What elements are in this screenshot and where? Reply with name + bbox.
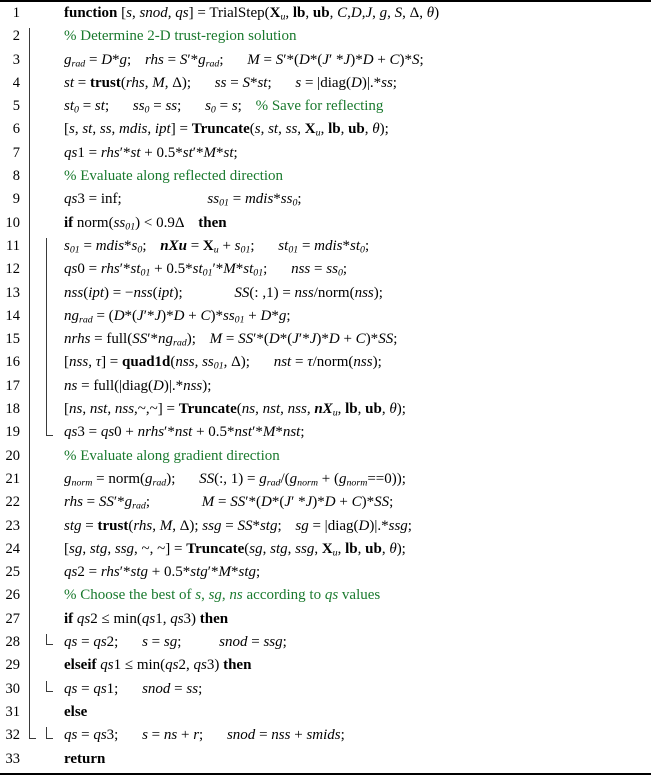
line-number: 32 [5, 727, 20, 744]
line-number: 22 [5, 494, 20, 511]
indent-rule-2 [43, 328, 60, 351]
indent-rule-2 [43, 608, 60, 631]
algorithm-lines [0, 2, 651, 771]
indent-rule-1 [26, 421, 43, 444]
algorithm-line [0, 212, 651, 235]
code-text: elseif qs1 ≤ min(qs2, qs3) then [64, 657, 252, 674]
indent-rule-2 [43, 258, 60, 281]
indent-rule-1 [26, 654, 43, 677]
line-number: 25 [5, 564, 20, 581]
code-text: st = trust(rhs, M, Δ); ss = S*st; s = |diag(D)|.*ss; [64, 74, 397, 91]
indent-rule-2 [43, 631, 60, 654]
code-text: % Determine 2-D trust-region solution [64, 28, 297, 45]
line-number: 33 [5, 750, 20, 767]
code-text: else [64, 703, 88, 720]
indent-rule-2 [43, 468, 60, 491]
indent-rules [26, 608, 60, 631]
line-number: 2 [12, 28, 20, 45]
indent-rule-1 [26, 748, 43, 771]
indent-rule-2 [43, 305, 60, 328]
algorithm-line [0, 701, 651, 724]
indent-rule-1 [26, 445, 43, 468]
code-text: $st_0$ = st; $ss_0$ = ss; $s_0 = s$; % Save for reflecting [64, 98, 384, 116]
algorithm-line [0, 445, 651, 468]
line-number: 3 [12, 51, 20, 68]
indent-rules [26, 142, 60, 165]
indent-rule-1 [26, 375, 43, 398]
indent-rule-1 [26, 515, 43, 538]
indent-rule-2 [43, 398, 60, 421]
line-number: 6 [12, 121, 20, 138]
line-number: 19 [5, 424, 20, 441]
indent-rule-2 [43, 72, 60, 95]
indent-rule-1 [26, 538, 43, 561]
algorithm-line [0, 2, 651, 25]
indent-rules [26, 95, 60, 118]
line-number: 26 [5, 587, 20, 604]
algorithm-line [0, 258, 651, 281]
indent-rule-2 [43, 724, 60, 747]
indent-rules [26, 584, 60, 607]
indent-rule-1 [26, 118, 43, 141]
indent-rule-2 [43, 188, 60, 211]
code-text: ns = full(|diag(D)|.*nss); [64, 377, 212, 394]
algorithm-line [0, 515, 651, 538]
indent-rule-1 [26, 491, 43, 514]
indent-rules [26, 2, 60, 25]
algorithm-line [0, 398, 651, 421]
line-number: 16 [5, 354, 20, 371]
algorithm-line [0, 375, 651, 398]
code-text: [s, st, ss, mdis, ipt] = Truncate(s, st, ss, $X_u$, lb, ub, θ); [64, 121, 389, 139]
code-text: $s_{01}$ = $mdis*s_0$; nXu = $X_u + s_{01}$; $st_{01}$ = $mdis*st_0$; [64, 237, 370, 256]
code-text: nrhs = $full(SS'*ng_{rad})$; M = SS′*(D*(J′*J)*D + C)*SS; [64, 331, 398, 349]
indent-rule-2 [43, 445, 60, 468]
indent-rules [26, 515, 60, 538]
indent-rules [26, 118, 60, 141]
indent-rule-2 [43, 95, 60, 118]
indent-rules [26, 678, 60, 701]
indent-rule-2 [43, 235, 60, 258]
indent-rule-1 [26, 631, 43, 654]
code-text: rhs = $SS'*g_{rad}$; M = SS′*(D*(J′ *J)*D + C)*SS; [64, 494, 394, 512]
indent-rule-1 [26, 188, 43, 211]
algorithm-line [0, 72, 651, 95]
algorithm-line [0, 421, 651, 444]
line-number: 9 [12, 191, 20, 208]
line-number: 30 [5, 680, 20, 697]
code-text: qs = qs3; s = ns + r; snod = nss + smids; [64, 727, 345, 744]
indent-rules [26, 468, 60, 491]
algorithm-line [0, 118, 651, 141]
indent-rule-2 [43, 375, 60, 398]
indent-rules [26, 561, 60, 584]
indent-rule-1 [26, 351, 43, 374]
line-number: 8 [12, 168, 20, 185]
algorithm-line [0, 142, 651, 165]
line-number: 14 [5, 307, 20, 324]
line-number: 4 [12, 74, 20, 91]
code-text: qs3 = inf; $ss_{01}$ = $mdis*ss_0$; [64, 191, 302, 209]
algorithm-line [0, 49, 651, 72]
line-number: 31 [5, 703, 20, 720]
indent-rule-1 [26, 305, 43, 328]
indent-rule-1 [26, 165, 43, 188]
indent-rule-1 [26, 678, 43, 701]
code-text: qs = qs2; s = sg; snod = ssg; [64, 634, 287, 651]
code-text: nss(ipt) = −nss(ipt); SS(: ,1) = nss/norm(nss); [64, 284, 383, 301]
indent-rules [26, 305, 60, 328]
algorithm-line [0, 95, 651, 118]
line-number: 15 [5, 331, 20, 348]
indent-rule-1 [26, 282, 43, 305]
indent-rule-1 [26, 25, 43, 48]
algorithm-line [0, 351, 651, 374]
algorithm-line [0, 584, 651, 607]
algorithm-line [0, 188, 651, 211]
code-text: $g_{rad} = D*g$; rhs = $S'*g_{rad}$; M = S′*(D*(J′ *J)*D + C)*S; [64, 51, 424, 70]
algorithm-line [0, 491, 651, 514]
line-number: 24 [5, 540, 20, 557]
indent-rules [26, 282, 60, 305]
algorithm-line [0, 608, 651, 631]
code-text: if qs2 ≤ min(qs1, qs3) then [64, 610, 229, 627]
indent-rules [26, 72, 60, 95]
indent-rule-1 [26, 608, 43, 631]
indent-rule-1 [26, 72, 43, 95]
indent-rules [26, 235, 60, 258]
algorithm-line [0, 468, 651, 491]
code-text: [sg, stg, ssg, ~, ~] = Truncate(sg, stg, ssg, $X_u$, lb, ub, θ); [64, 540, 406, 559]
algorithm-line [0, 561, 651, 584]
indent-rule-2 [43, 515, 60, 538]
indent-rule-1 [26, 701, 43, 724]
line-number: 1 [12, 5, 20, 21]
code-text: qs = qs1; snod = ss; [64, 680, 203, 697]
indent-rule-1 [26, 468, 43, 491]
indent-rules [26, 538, 60, 561]
indent-rules [26, 398, 60, 421]
line-number: 5 [12, 98, 20, 115]
indent-rule-2 [43, 701, 60, 724]
indent-rule-2 [43, 118, 60, 141]
indent-rule-2 [43, 584, 60, 607]
code-text: qs2 = rhs′*stg + 0.5*stg′*M*stg; [64, 564, 261, 581]
indent-rules [26, 748, 60, 771]
algorithm-line [0, 328, 651, 351]
indent-rule-2 [43, 678, 60, 701]
algorithm-line [0, 235, 651, 258]
indent-rules [26, 445, 60, 468]
algorithm-line [0, 748, 651, 771]
indent-rule-1 [26, 398, 43, 421]
indent-rule-2 [43, 165, 60, 188]
code-text: if $norm(ss_{01}) < 0.9\Delta$ then [64, 214, 227, 233]
indent-rule-1 [26, 328, 43, 351]
indent-rule-2 [43, 351, 60, 374]
indent-rule-1 [26, 2, 43, 25]
indent-rules [26, 701, 60, 724]
indent-rules [26, 258, 60, 281]
code-text: qs3 = qs0 + nrhs′*nst + 0.5*nst′*M*nst; [64, 424, 305, 441]
line-number: 11 [6, 237, 20, 254]
indent-rule-1 [26, 724, 43, 747]
line-number: 20 [5, 447, 20, 464]
line-number: 18 [5, 401, 20, 418]
indent-rule-1 [26, 212, 43, 235]
indent-rule-2 [43, 561, 60, 584]
indent-rules [26, 631, 60, 654]
algorithm-line [0, 654, 651, 677]
algorithm-line [0, 165, 651, 188]
algorithm-line [0, 724, 651, 747]
line-number: 28 [5, 634, 20, 651]
code-text: % Choose the best of s, sg, ns according to qs values [64, 587, 381, 604]
indent-rules [26, 328, 60, 351]
indent-rules [26, 421, 60, 444]
line-number: 29 [5, 657, 20, 674]
algorithm-line [0, 538, 651, 561]
indent-rule-1 [26, 95, 43, 118]
line-number: 10 [5, 214, 20, 231]
indent-rules [26, 188, 60, 211]
code-text: return [64, 750, 106, 767]
code-text: qs1 = rhs′*st + 0.5*st′*M*st; [64, 144, 238, 161]
code-text: [ns, nst, nss,~,~] = Truncate(ns, nst, nss, $nX_u$, lb, ub, θ); [64, 401, 406, 419]
indent-rule-2 [43, 282, 60, 305]
indent-rule-1 [26, 49, 43, 72]
indent-rule-1 [26, 142, 43, 165]
indent-rule-2 [43, 748, 60, 771]
indent-rules [26, 654, 60, 677]
line-number: 12 [5, 261, 20, 278]
indent-rule-2 [43, 421, 60, 444]
indent-rules [26, 375, 60, 398]
indent-rules [26, 165, 60, 188]
indent-rules [26, 491, 60, 514]
indent-rules [26, 212, 60, 235]
indent-rules [26, 724, 60, 747]
indent-rules [26, 351, 60, 374]
line-number: 17 [5, 377, 20, 394]
indent-rule-2 [43, 25, 60, 48]
code-text: stg = trust(rhs, M, Δ); ssg = SS*stg; sg = |diag(D)|.*ssg; [64, 517, 412, 534]
code-text: $qs0 = rhs'*st_{01} + 0.5*st_{01}'*M*st_{01}$; nss = $ss_0$; [64, 261, 348, 279]
code-text: [nss, τ] = quad1d(nss, $ss_{01}$, Δ); nst = τ/norm(nss); [64, 354, 382, 372]
indent-rules [26, 49, 60, 72]
algorithm-line [0, 678, 651, 701]
indent-rule-1 [26, 235, 43, 258]
line-number: 23 [5, 517, 20, 534]
indent-rule-2 [43, 2, 60, 25]
indent-rules [26, 25, 60, 48]
code-text: % Evaluate along gradient direction [64, 447, 280, 464]
code-text: $ng_{rad} = (D*(J'*J)*D + C)*ss_{01} + D*g$; [64, 307, 291, 326]
line-number: 13 [5, 284, 20, 301]
indent-rule-1 [26, 258, 43, 281]
algorithm-line [0, 25, 651, 48]
line-number: 7 [12, 144, 20, 161]
indent-rule-2 [43, 49, 60, 72]
indent-rule-2 [43, 212, 60, 235]
indent-rule-2 [43, 142, 60, 165]
indent-rule-2 [43, 491, 60, 514]
algorithm-line [0, 631, 651, 654]
indent-rule-1 [26, 584, 43, 607]
code-text: function [s, snod, $qs] = TrialStep(X_u$, lb, ub, C,D,J, g, S, Δ, θ) [64, 5, 440, 23]
line-number: 21 [5, 470, 20, 487]
algorithm-line [0, 282, 651, 305]
code-text: % Evaluate along reflected direction [64, 168, 284, 185]
indent-rule-2 [43, 654, 60, 677]
code-text: $g_{norm}$ = $norm(g_{rad})$; SS(:, $1) = g_{rad}/(g_{norm} + (g_{norm}==0))$; [64, 470, 406, 489]
indent-rule-2 [43, 538, 60, 561]
algorithm-line [0, 305, 651, 328]
line-number: 27 [5, 610, 20, 627]
indent-rule-1 [26, 561, 43, 584]
